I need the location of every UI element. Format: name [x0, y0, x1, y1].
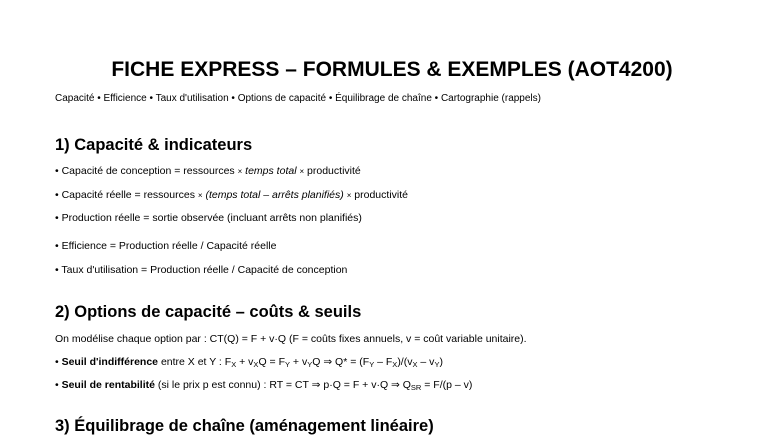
- formula-efficiency: • Efficience = Production réelle / Capacité réelle: [55, 240, 277, 252]
- section-3-heading: 3) Équilibrage de chaîne (aménagement linéaire): [55, 417, 434, 435]
- formula-effective-capacity: • Capacité réelle = ressources × (temps total – arrêts planifiés) × productivité: [55, 189, 408, 201]
- formula-actual-output: • Production réelle = sortie observée (incluant arrêts non planifiés): [55, 212, 362, 224]
- cost-model-intro: On modélise chaque option par : CT(Q) = F + v·Q (F = coûts fixes annuels, v = coût variable unitaire).: [55, 333, 527, 345]
- section-1-heading: 1) Capacité & indicateurs: [55, 136, 253, 154]
- section-2-heading: 2) Options de capacité – coûts & seuils: [55, 303, 362, 321]
- page-subtitle: Capacité • Efficience • Taux d'utilisation • Options de capacité • Équilibrage de chaîne • Cartographie (rappels): [55, 93, 541, 104]
- formula-indifference-point: • Seuil d'indifférence entre X et Y : $F_X + v_XQ = F_Y + v_YQ$ ⇒ $Q* = (F_Y - F_X)/(v_X - v_Y)$: [55, 356, 443, 369]
- page-title: FICHE EXPRESS – FORMULES & EXEMPLES (AOT4200): [111, 58, 673, 81]
- formula-utilization: • Taux d'utilisation = Production réelle / Capacité de conception: [55, 264, 348, 276]
- formula-break-even: • Seuil de rentabilité (si le prix p est connu) : RT = CT ⇒ p·Q = F + v·Q ⇒ $Q_{SR} = F/(p - v)$: [55, 379, 473, 392]
- formula-design-capacity: • Capacité de conception = ressources × temps total × productivité: [55, 165, 361, 177]
